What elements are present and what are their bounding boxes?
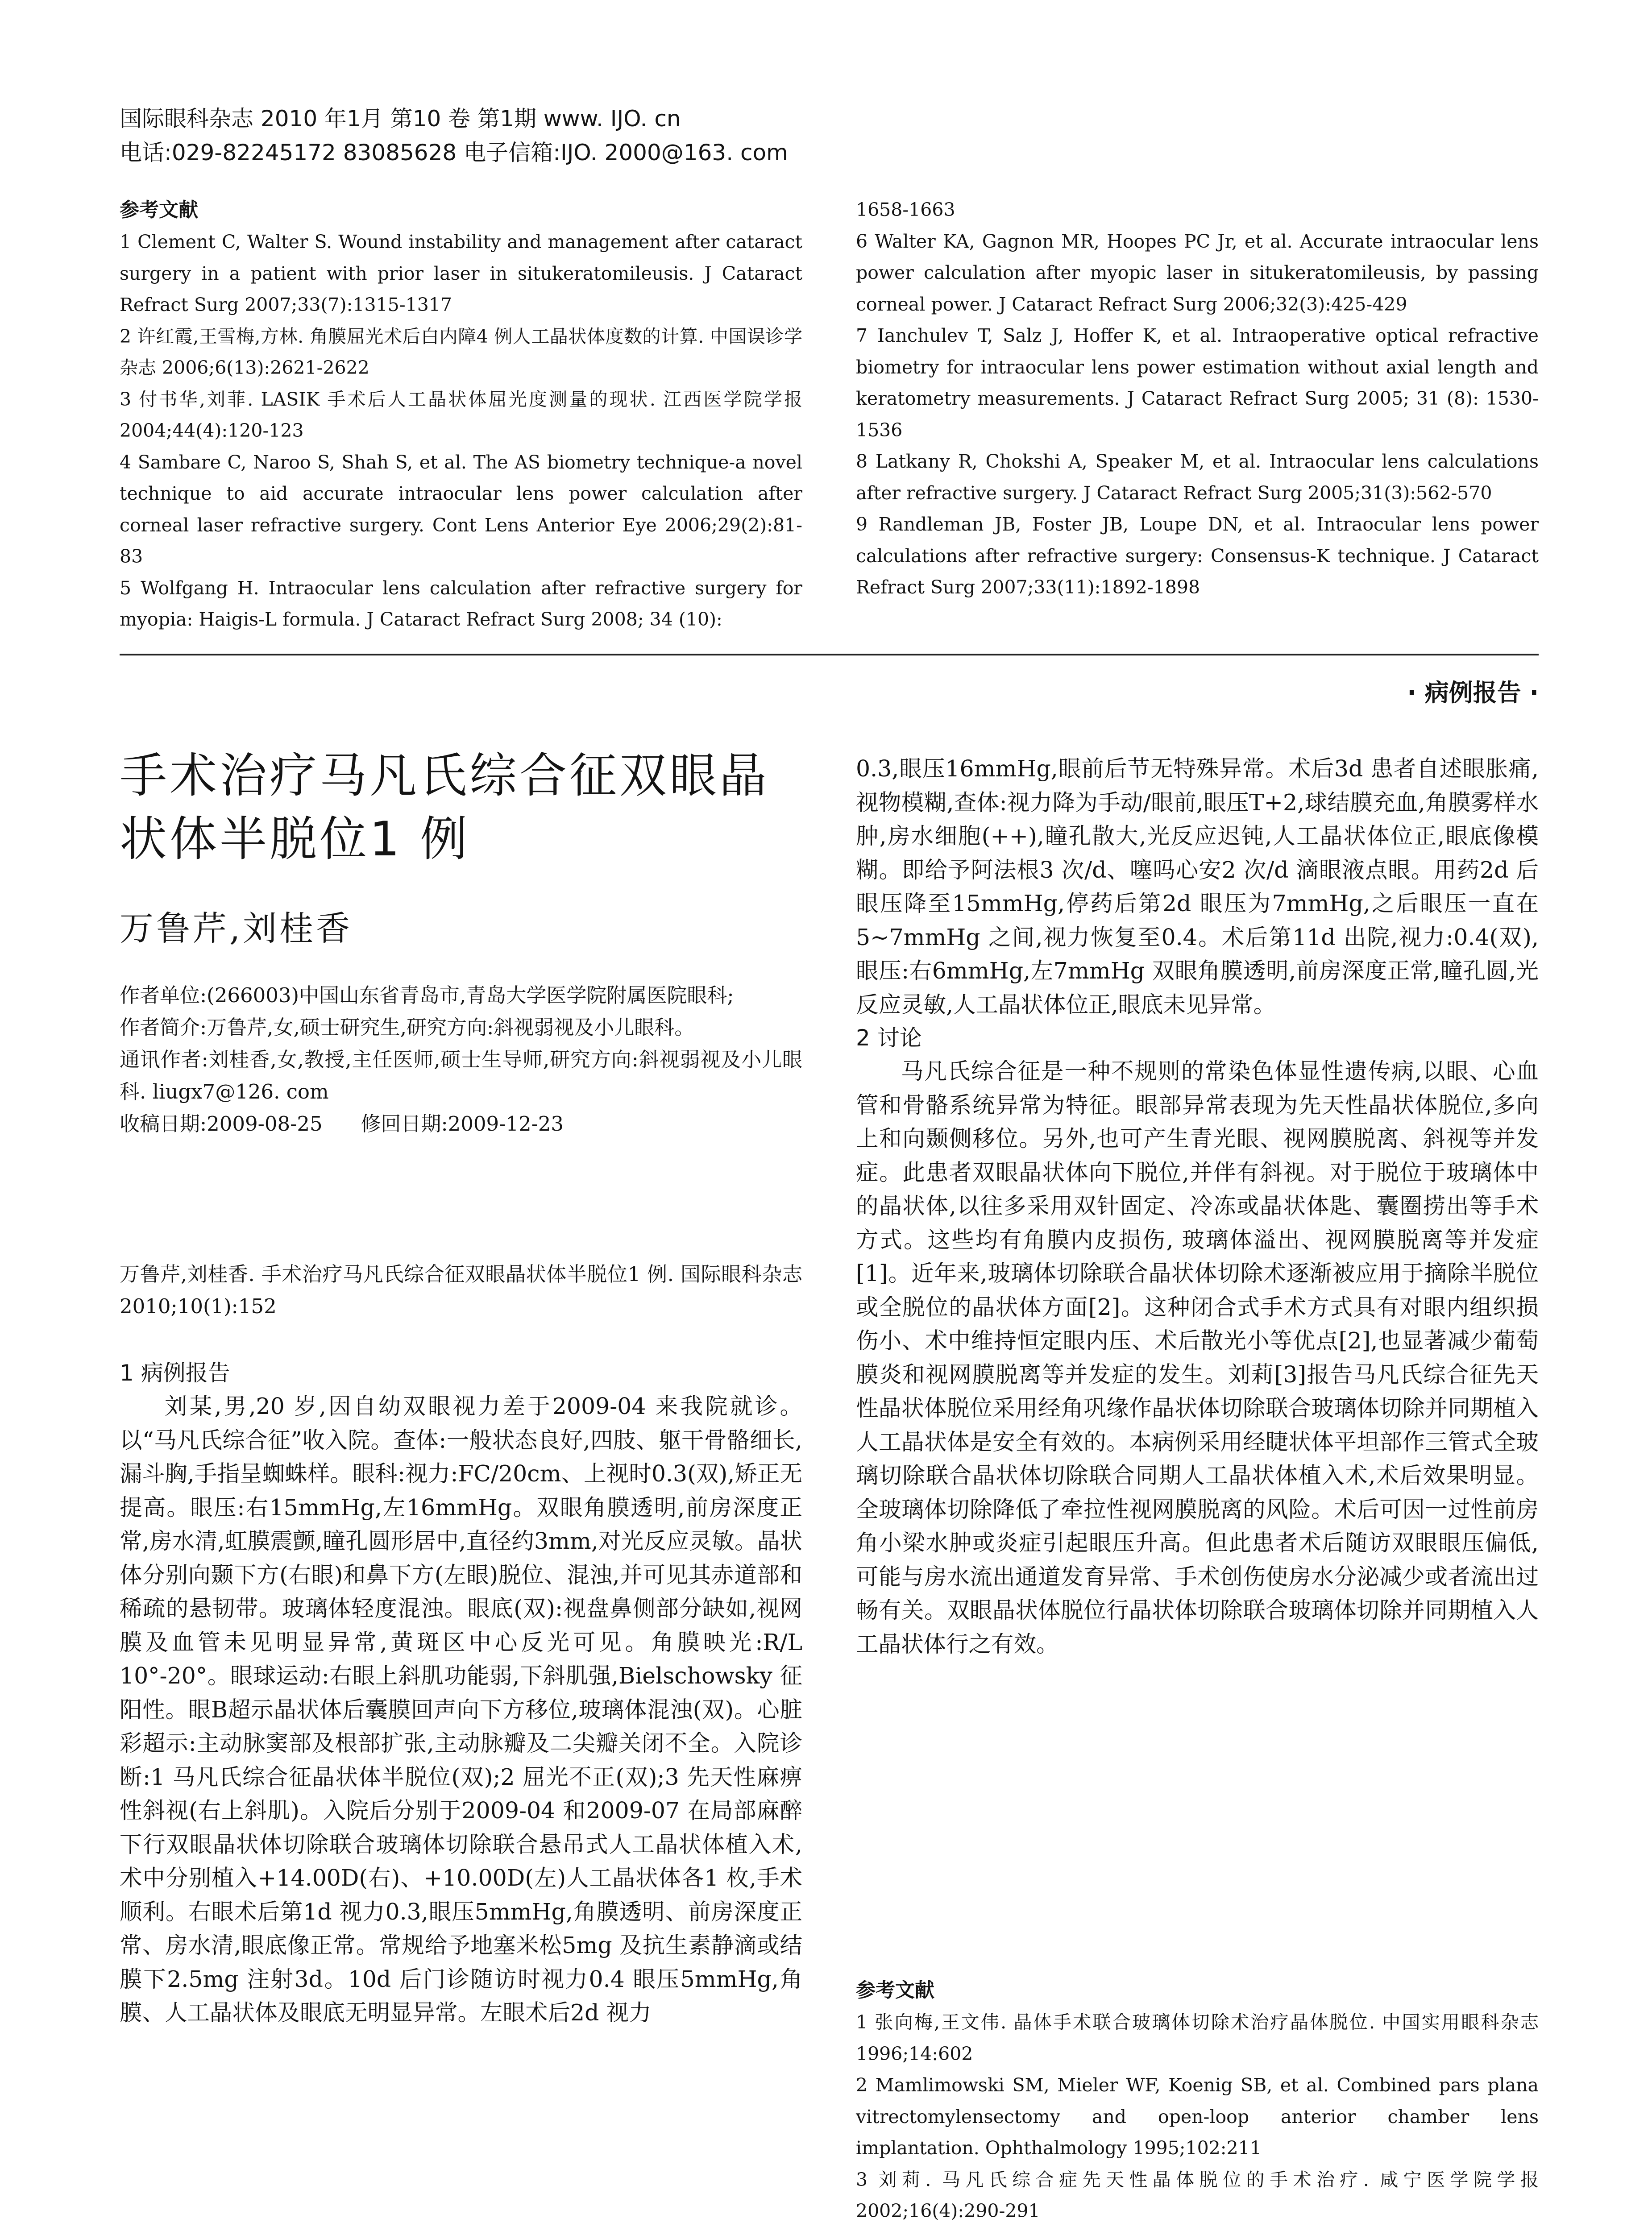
author-info xyxy=(120,979,802,1140)
received-dates: 收稿日期:2009-08-25 修回日期:2009-12-23 xyxy=(120,1112,564,1136)
case-report-paragraph: 刘某,男,20 岁,因自幼双眼视力差于2009-04 来我院就诊。以“马凡氏综合征”收入院。查体:一般状态良好,四肢、躯干骨骼细长,漏斗胸,手指呈蜘蛛样。眼科:视力:FC/20cm、上视时0.3(双),矫正无提高。眼压:右15mmHg,左16mmHg。双眼角膜透明,前房深度正常,房水清,虹膜震颤,瞳孔圆形居中,直径约3mm,对光反应灵敏。晶状体分别向颞下方(右眼)和鼻下方(左眼)脱位、混浊,并可见其赤道部和稀疏的悬韧带。玻璃体轻度混浊。眼底(双):视盘鼻侧部分缺如,视网膜及血管未见明显异常,黄斑区中心反光可见。角膜映光:R/L 10°-20°。眼球运动:右眼上斜肌功能弱,下斜肌强,Bielschowsky 征阳性。眼B超示晶状体后囊膜回声向下方移位,玻璃体混浊(双)。心脏彩超示:主动脉窦部及根部扩张,主动脉瓣及二尖瓣关闭不全。入院诊断:1 马凡氏综合征晶状体半脱位(双);2 屈光不正(双);3 先天性麻痹性斜视(右上斜肌)。入院后分别于2009-04 和2009-07 在局部麻醉下行双眼晶状体切除联合玻璃体切除联合悬吊式人工晶状体植入术,术中分别植入+14.00D(右)、+10.00D(左)人工晶状体各1 枚,手术顺利。右眼术后第1d 视力0.3,眼压5mmHg,角膜透明、前房深度正常、房水清,眼底像正常。常规给予地塞米松5mg 及抗生素静滴或结膜下2.5mg 注射3d。10d 后门诊随访时视力0.4 眼压5mmHg,角膜、人工晶状体及眼底无明显异常。左眼术后2d 视力 xyxy=(120,1393,802,2026)
reference-item: 2 Mamlimowski SM, Mieler WF, Koenig SB, et al. Combined pars plana vitrectomylensectomy and open-loop anterior chamber lens implantation. Ophthalmology 1995;102:211 xyxy=(856,2074,1539,2159)
reference-item: 1 Clement C, Walter S. Wound instability and management after cataract surgery in a patient with prior laser in situkeratomileusis. J Cataract Refract Surg 2007;33(7):1315-1317 xyxy=(120,231,802,315)
journal-header-line2: 电话:029-82245172 83085628 电子信箱:IJO. 2000@163. com xyxy=(120,140,788,166)
reference-item: 4 Sambare C, Naroo S, Shah S, et al. The AS biometry technique-a novel technique to aid accurate intraocular lens power calculation after corneal laser refractive surgery. Cont Lens Anterior Eye 2006;29(2):81-83 xyxy=(120,451,802,567)
section-label: · 病例报告 · xyxy=(1407,679,1539,707)
reference-item: 3 付书华,刘菲. LASIK 手术后人工晶状体屈光度测量的现状. 江西医学院学报 2004;44(4):120-123 xyxy=(120,388,802,441)
journal-header-line1: 国际眼科杂志 2010 年1月 第10 卷 第1期 www. IJO. cn xyxy=(120,106,681,132)
corresponding-author: 通讯作者:刘桂香,女,教授,主任医师,硕士生导师,研究方向:斜视弱视及小儿眼科. liugx7@126. com xyxy=(120,1048,802,1103)
case-report-continued: 0.3,眼压16mmHg,眼前后节无特殊异常。术后3d 患者自述眼胀痛,视物模糊,查体:视力降为手动/眼前,眼压T+2,球结膜充血,角膜雾样水肿,房水细胞(++),瞳孔散大,光反应迟钝,人工晶状体位正,眼底像模糊。即给予阿法根3 次/d、噻吗心安2 次/d 滴眼液点眼。用药2d 后眼压降至15mmHg,停药后第2d 眼压为7mmHg,之后眼压一直在5~7mmHg 之间,视力恢复至0.4。术后第11d 出院,视力:0.4(双),眼压:右6mmHg,左7mmHg 双眼角膜透明,前房深度正常,瞳孔圆,光反应灵敏,人工晶状体位正,眼底未见异常。 xyxy=(856,755,1539,1018)
references-prev-article-left xyxy=(120,194,802,635)
section-divider xyxy=(120,654,1539,655)
reference-item: 7 Ianchulev T, Salz J, Hoffer K, et al. Intraoperative optical refractive biometry for intraocular lens power estimation without axial length and keratometry measurements. J Cataract Refract Surg 2005; 31 (8): 1530-1536 xyxy=(856,325,1539,441)
article-authors: 万鲁芹,刘桂香 xyxy=(120,908,353,948)
article-title: 手术治疗马凡氏综合征双眼晶状体半脱位1 例 xyxy=(120,748,769,867)
reference-item: 9 Randleman JB, Foster JB, Loupe DN, et al. Intraocular lens power calculations after refractive surgery: Consensus-K technique. J Cataract Refract Surg 2007;33(11):1892-1898 xyxy=(856,514,1539,598)
reference-item: 2 许红霞,王雪梅,方林. 角膜屈光术后白内障4 例人工晶状体度数的计算. 中国误诊学杂志 2006;6(13):2621-2622 xyxy=(120,325,802,378)
reference-item: 6 Walter KA, Gagnon MR, Hoopes PC Jr, et al. Accurate intraocular lens power calculation after myopic laser in situkeratomileusis, by passing corneal power. J Cataract Refract Surg 2006;32(3):425-429 xyxy=(856,230,1539,315)
citation: 万鲁芹,刘桂香. 手术治疗马凡氏综合征双眼晶状体半脱位1 例. 国际眼科杂志 2010;10(1):152 xyxy=(120,1262,802,1318)
reference-item: 1 张向梅,王文伟. 晶体手术联合玻璃体切除术治疗晶体脱位. 中国实用眼科杂志 1996;14:602 xyxy=(856,2011,1539,2065)
discussion-paragraph: 马凡氏综合征是一种不规则的常染色体显性遗传病,以眼、心血管和骨骼系统异常为特征。眼部异常表现为先天性晶状体脱位,多向上和向颞侧移位。另外,也可产生青光眼、视网膜脱离、斜视等并发症。此患者双眼晶状体向下脱位,并伴有斜视。对于脱位于玻璃体中的晶状体,以往多采用双针固定、冷冻或晶状体匙、囊圈捞出等手术方式。这些均有角膜内皮损伤, 玻璃体溢出、视网膜脱离等并发症[1]。近年来,玻璃体切除联合晶状体切除术逐渐被应用于摘除半脱位或全脱位的晶状体方面[2]。这种闭合式手术方式具有对眼内组织损伤小、术中维持恒定眼内压、术后散光小等优点[2],也显著减少葡萄膜炎和视网膜脱离等并发症的发生。刘莉[3]报告马凡氏综合征先天性晶状体脱位采用经角巩缘作晶状体切除联合玻璃体切除并同期植入人工晶状体是安全有效的。本病例采用经睫状体平坦部作三管式全玻璃切除联合晶状体切除联合同期人工晶状体植入术,术后效果明显。全玻璃体切除降低了牵拉性视网膜脱离的风险。术后可因一过性前房角小梁水肿或炎症引起眼压升高。但此患者术后随访双眼眼压偏低,可能与房水流出通道发育异常、手术创伤使房水分泌减少或者流出过畅有关。双眼晶状体脱位行晶状体切除联合玻璃体切除并同期植入人工晶状体行之有效。 xyxy=(856,1058,1539,1657)
reference-item: 5 Wolfgang H. Intraocular lens calculation after refractive surgery for myopia: Haigis-L formula. J Cataract Refract Surg 2008; 34 (10): xyxy=(120,577,802,630)
references-heading: 参考文献 xyxy=(856,1979,934,2002)
references-section xyxy=(856,1974,1539,2227)
reference-item: 1658-1663 xyxy=(856,199,955,220)
reference-item: 3 刘莉. 马凡氏综合症先天性晶体脱位的手术治疗. 咸宁医学院学报 2002;16(4):290-291 xyxy=(856,2169,1539,2222)
discussion-heading: 2 讨论 xyxy=(856,1025,922,1051)
case-report-heading: 1 病例报告 xyxy=(120,1360,230,1386)
author-affiliation: 作者单位:(266003)中国山东省青岛市,青岛大学医学院附属医院眼科; xyxy=(120,983,734,1007)
discussion-column xyxy=(856,752,1539,1661)
journal-header xyxy=(120,102,967,170)
references-prev-article-right xyxy=(856,194,1539,603)
case-report-section xyxy=(120,1356,802,2030)
references-heading: 参考文献 xyxy=(120,199,198,221)
reference-item: 8 Latkany R, Chokshi A, Speaker M, et al. Intraocular lens calculations after refractive surgery. J Cataract Refract Surg 2005;31(3):562-570 xyxy=(856,451,1539,504)
author-bio: 作者简介:万鲁芹,女,硕士研究生,研究方向:斜视弱视及小儿眼科。 xyxy=(120,1016,695,1039)
